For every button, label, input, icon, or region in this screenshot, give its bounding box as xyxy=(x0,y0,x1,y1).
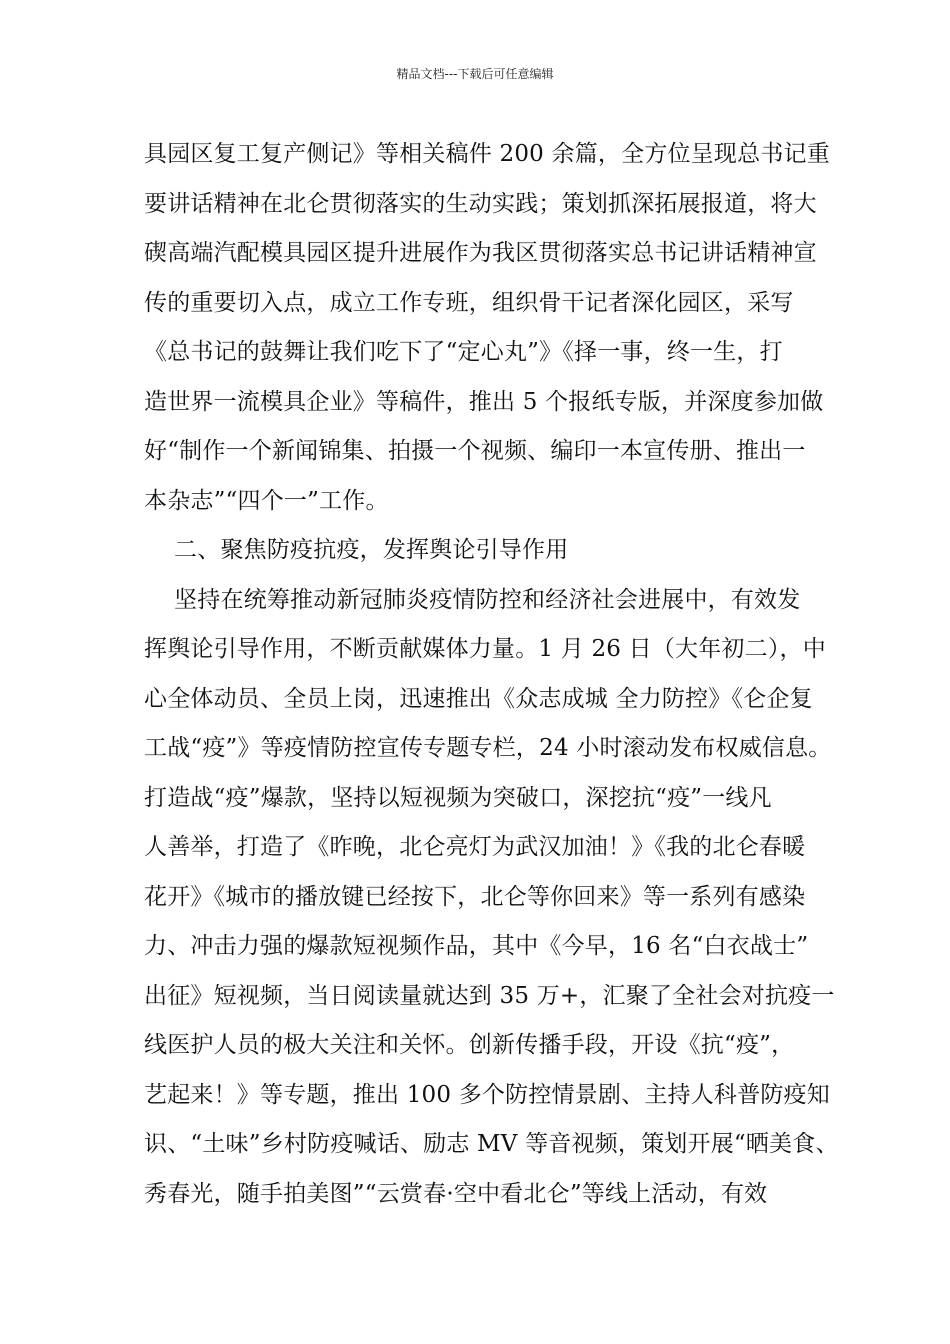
text-line: 力、冲击力强的爆款短视频作品，其中《今早，16 名“白衣战士” xyxy=(144,933,809,959)
text-line: 艺起来！》等专题，推出 100 多个防控情景剧、主持人科普防疫知 xyxy=(144,1081,830,1108)
text-line: 工战“疫”》等疫情防控宣传专题专栏，24 小时滚动发布权威信息。 xyxy=(144,735,832,761)
text-line: 出征》短视频，当日阅读量就达到 35 万+，汇聚了全社会对抗疫一 xyxy=(144,982,835,1009)
text-line: 《总书记的鼓舞让我们吃下了“定心丸”》《择一事，终一生，打 xyxy=(144,339,783,365)
text-line: 造世界一流模具企业》等稿件，推出 5 个报纸专版，并深度参加做 xyxy=(144,388,824,415)
text-line: 具园区复工复产侧记》等相关稿件 200 余篇，全方位呈现总书记重 xyxy=(144,141,830,167)
text-line: 本杂志”“四个一”工作。 xyxy=(144,487,389,514)
text-line: 坚持在统筹推动新冠肺炎疫情防控和经济社会进展中，有效发 xyxy=(144,586,801,613)
text-line: 要讲话精神在北仑贯彻落实的生动实践；策划抓深拓展报道，将大 xyxy=(144,190,817,217)
page-header: 精品文档---下载后可任意编辑 xyxy=(396,67,554,81)
text-line: 线医护人员的极大关注和关怀。创新传播手段，开设《抗“疫”， xyxy=(144,1032,795,1058)
text-line: 挥舆论引导作用，不断贡献媒体力量。1 月 26 日（大年初二），中 xyxy=(144,636,826,662)
text-line: 秀春光，随手拍美图”“云赏春·空中看北仑”等线上活动，有效 xyxy=(144,1180,768,1207)
text-line: 好“制作一个新闻锦集、拍摄一个视频、编印一本宣传册、推出一 xyxy=(144,438,806,464)
text-line: 心全体动员、全员上岗，迅速推出《众志成城 全力防控》《仑企复 xyxy=(144,685,813,712)
text-line: 碶高端汽配模具园区提升进展作为我区贯彻落实总书记讲话精神宣 xyxy=(144,240,817,266)
text-line: 传的重要切入点，成立工作专班，组织骨干记者深化园区，采写 xyxy=(144,289,794,316)
section-heading: 二、聚焦防疫抗疫，发挥舆论引导作用 xyxy=(144,537,569,563)
text-line: 打造战“疫”爆款，坚持以短视频为突破口，深挖抗“疫”一线凡 xyxy=(144,784,772,811)
document-body xyxy=(144,130,839,1219)
text-line: 识、“土味”乡村防疫喊话、励志 MV 等音视频，策划开展“晒美食、 xyxy=(144,1131,839,1157)
text-line: 人善举，打造了《昨晚，北仑亮灯为武汉加油！》《我的北仑春暖 xyxy=(144,834,806,860)
text-line: 花开》《城市的播放键已经按下，北仑等你回来》等一系列有感染 xyxy=(144,883,806,910)
